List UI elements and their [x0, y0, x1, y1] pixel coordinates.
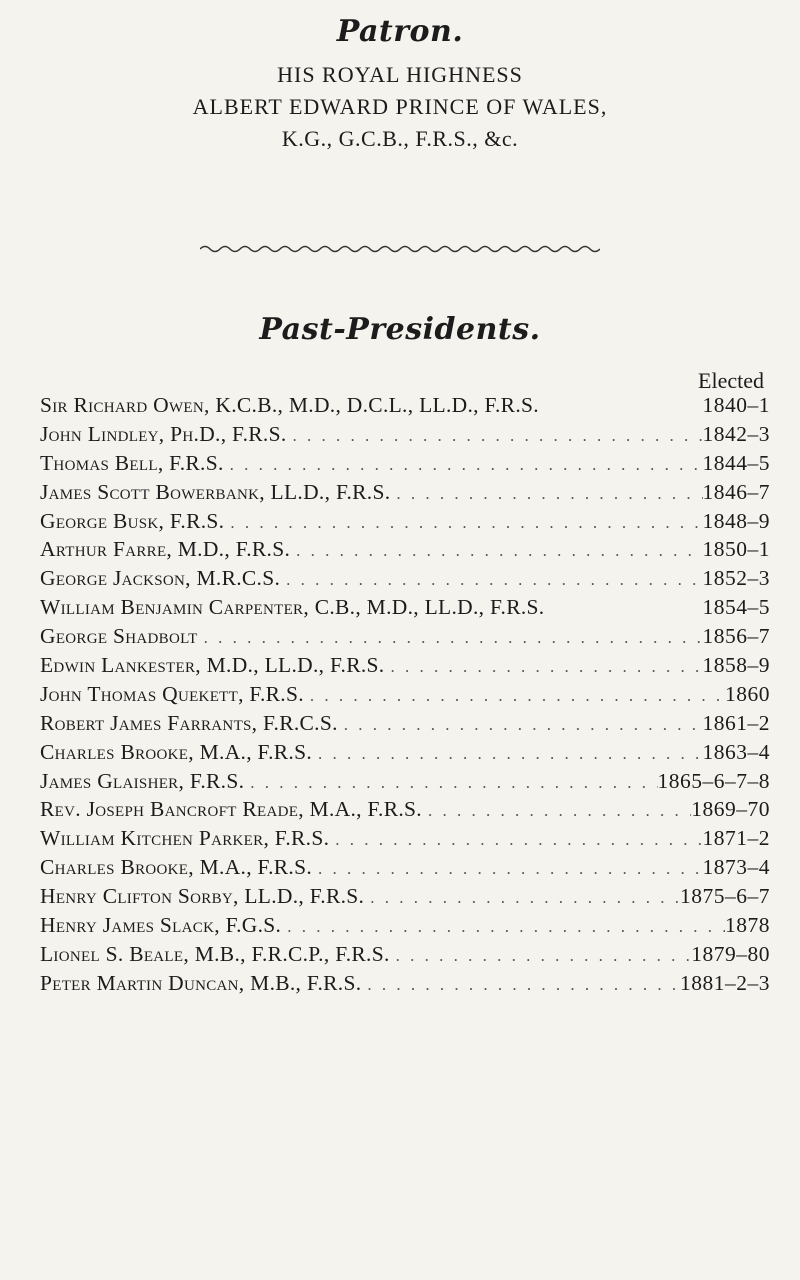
election-year: 1856–7	[702, 624, 770, 649]
president-row	[40, 769, 770, 798]
president-name: George Jackson, M.R.C.S.	[40, 566, 281, 591]
presidents-list	[40, 393, 770, 1000]
president-name: Edwin Lankester, M.D., LL.D., F.R.S.	[40, 653, 385, 678]
president-row	[40, 480, 770, 509]
past-presidents-heading: Past-Presidents.	[259, 312, 541, 347]
president-row	[40, 509, 770, 538]
election-year: 1854–5	[702, 595, 770, 620]
election-year: 1871–2	[702, 826, 770, 851]
dot-leader	[198, 628, 703, 648]
election-year: 1869–70	[691, 797, 770, 822]
dot-leader	[304, 686, 725, 706]
president-row	[40, 740, 770, 769]
election-year: 1860	[725, 681, 770, 706]
president-name: Arthur Farre, M.D., F.R.S.	[40, 537, 291, 562]
election-year: 1846–7	[702, 479, 770, 504]
dot-leader	[287, 426, 703, 446]
president-name: Rev. Joseph Bancroft Reade, M.A., F.R.S.	[40, 797, 422, 822]
election-year: 1852–3	[702, 566, 770, 591]
president-row	[40, 624, 770, 653]
president-name: William Kitchen Parker, F.R.S.	[40, 826, 330, 851]
president-name: Peter Martin Duncan, M.B., F.R.S.	[40, 970, 362, 995]
election-year: 1848–9	[702, 508, 770, 533]
dot-leader	[290, 541, 702, 561]
president-name: Lionel S. Beale, M.B., F.R.C.P., F.R.S.	[40, 941, 390, 966]
dot-leader	[364, 888, 680, 908]
president-row	[40, 451, 770, 480]
election-year: 1850–1	[702, 537, 770, 562]
president-row	[40, 797, 770, 826]
president-row	[40, 566, 770, 595]
dot-leader	[422, 801, 691, 821]
president-name: James Glaisher, F.R.S.	[40, 768, 245, 793]
president-name: Thomas Bell, F.R.S.	[40, 450, 224, 475]
president-row	[40, 422, 770, 451]
president-name: Sir Richard Owen, K.C.B., M.D., D.C.L., LL.D., F.R.S.	[40, 393, 539, 417]
president-name: Robert James Farrants, F.R.C.S.	[40, 710, 338, 735]
president-row	[40, 971, 770, 1000]
dot-leader	[224, 513, 702, 533]
president-name: Charles Brooke, M.A., F.R.S.	[40, 739, 313, 764]
president-name: Henry Clifton Sorby, LL.D., F.R.S.	[40, 884, 365, 909]
president-row	[40, 537, 770, 566]
patron-honours-line: K.G., G.C.B., F.R.S., &c.	[281, 126, 519, 151]
president-name: George Busk, F.R.S.	[40, 508, 225, 533]
election-year: 1840–1	[702, 393, 770, 417]
election-year: 1881–2–3	[680, 970, 770, 995]
wavy-divider	[200, 244, 600, 254]
president-row	[40, 393, 770, 422]
dot-leader	[361, 975, 680, 995]
election-year: 1861–2	[702, 710, 770, 735]
patron-name-line: ALBERT EDWARD PRINCE OF WALES,	[192, 94, 608, 119]
election-year: 1878	[725, 913, 770, 938]
dot-leader	[281, 917, 725, 937]
dot-leader	[312, 744, 702, 764]
president-name: John Thomas Quekett, F.R.S.	[40, 681, 304, 706]
president-name: James Scott Bowerbank, LL.D., F.R.S.	[40, 479, 391, 504]
election-year: 1858–9	[702, 653, 770, 678]
dot-leader	[384, 657, 702, 677]
president-row	[40, 884, 770, 913]
patron-heading: Patron.	[336, 14, 464, 49]
president-row	[40, 855, 770, 884]
dot-leader	[312, 859, 702, 879]
president-row	[40, 913, 770, 942]
president-name: Henry James Slack, F.G.S.	[40, 913, 282, 938]
president-row	[40, 711, 770, 740]
president-name: George Shadbolt	[40, 624, 198, 649]
dot-leader	[224, 455, 703, 475]
president-row	[40, 942, 770, 971]
dot-leader	[338, 715, 703, 735]
election-year: 1842–3	[702, 421, 770, 446]
election-year: 1844–5	[702, 450, 770, 475]
dot-leader	[390, 484, 702, 504]
dot-leader	[280, 570, 702, 590]
patron-title-line: HIS ROYAL HIGHNESS	[277, 62, 523, 87]
dot-leader	[244, 773, 657, 793]
president-name: John Lindley, Ph.D., F.R.S.	[40, 421, 287, 446]
president-row	[40, 595, 770, 624]
president-row	[40, 826, 770, 855]
elected-column-header: Elected	[698, 368, 764, 393]
president-row	[40, 682, 770, 711]
election-year: 1865–6–7–8	[657, 768, 770, 793]
dot-leader	[390, 946, 692, 966]
president-name: William Benjamin Carpenter, C.B., M.D., LL.D., F.R.S.	[40, 595, 545, 620]
dot-leader	[329, 830, 702, 850]
election-year: 1879–80	[691, 941, 770, 966]
election-year: 1873–4	[702, 855, 770, 880]
election-year: 1875–6–7	[680, 884, 770, 909]
election-year: 1863–4	[702, 739, 770, 764]
president-name: Charles Brooke, M.A., F.R.S.	[40, 855, 313, 880]
president-row	[40, 653, 770, 682]
